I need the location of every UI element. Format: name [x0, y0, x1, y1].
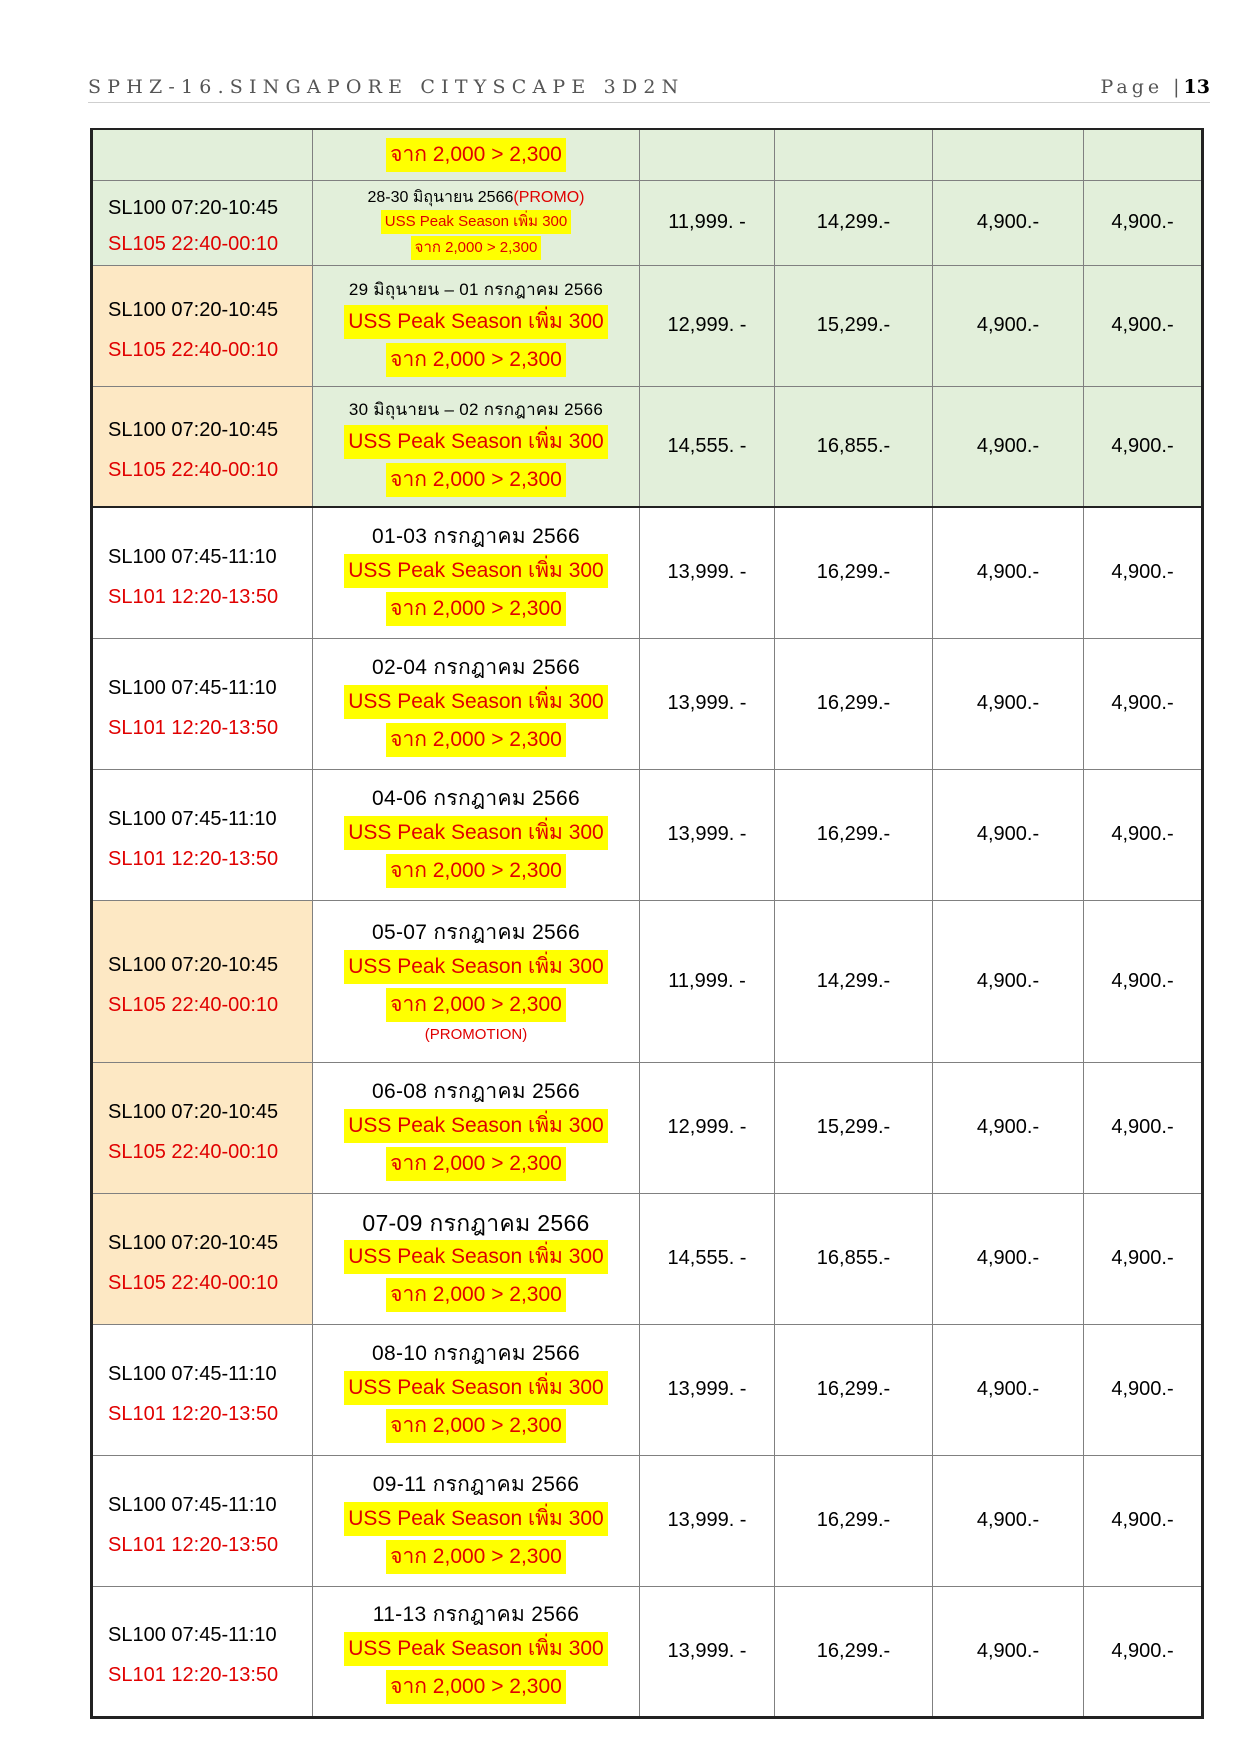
price-change-highlight: จาก 2,000 > 2,300	[386, 1409, 566, 1443]
page-header	[88, 74, 1210, 103]
price-extra: 4,900.-	[1084, 265, 1203, 386]
travel-dates-text: 28-30 มิถุนายน 2566	[367, 188, 514, 206]
travel-dates: 04-06 กรกฎาคม 2566	[372, 786, 580, 810]
price-single: 16,299.-	[775, 1455, 933, 1586]
travel-dates: 02-04 กรกฎาคม 2566	[372, 655, 580, 679]
price-adult: 13,999. -	[640, 769, 775, 900]
outbound-flight: SL100 07:45-11:10	[108, 676, 277, 699]
table-row	[92, 1062, 1203, 1193]
table-row	[92, 1324, 1203, 1455]
peak-season-highlight: USS Peak Season เพิ่ม 300	[344, 1109, 608, 1143]
price-adult: 11,999. -	[640, 900, 775, 1062]
page-label: Page |	[1100, 76, 1184, 98]
travel-dates: 06-08 กรกฎาคม 2566	[372, 1079, 580, 1103]
price-single: 16,299.-	[775, 507, 933, 638]
date-cell	[313, 180, 640, 265]
return-flight: SL105 22:40-00:10	[108, 994, 279, 1016]
table-row	[92, 638, 1203, 769]
outbound-flight: SL100 07:20-10:45	[108, 419, 279, 442]
schedule-table	[90, 128, 1204, 1719]
flight-cell	[92, 1455, 313, 1586]
date-cell	[313, 1193, 640, 1324]
price-single: 16,855.-	[775, 1193, 933, 1324]
price-change-highlight: จาก 2,000 > 2,300	[386, 854, 566, 888]
price-child: 4,900.-	[933, 1455, 1084, 1586]
price-child: 4,900.-	[933, 1324, 1084, 1455]
travel-dates: 09-11 กรกฎาคม 2566	[372, 1472, 580, 1496]
price-child: 4,900.-	[933, 180, 1084, 265]
price-child: 4,900.-	[933, 900, 1084, 1062]
return-flight: SL105 22:40-00:10	[108, 1140, 279, 1163]
travel-dates: 08-10 กรกฎาคม 2566	[372, 1341, 580, 1365]
flight-cell	[92, 386, 313, 507]
date-cell	[313, 1062, 640, 1193]
date-cell	[313, 1455, 640, 1586]
return-flight: SL101 12:20-13:50	[108, 847, 279, 870]
price-cell	[775, 129, 933, 180]
price-single: 16,299.-	[775, 638, 933, 769]
flight-cell	[92, 900, 313, 1062]
price-extra: 4,900.-	[1084, 769, 1203, 900]
table-row	[92, 386, 1203, 507]
price-extra: 4,900.-	[1084, 507, 1203, 638]
peak-season-highlight: USS Peak Season เพิ่ม 300	[344, 1502, 608, 1536]
return-flight: SL101 12:20-13:50	[108, 716, 279, 739]
travel-dates: 05-07 กรกฎาคม 2566	[372, 921, 580, 944]
price-single: 16,299.-	[775, 1324, 933, 1455]
price-adult: 11,999. -	[640, 180, 775, 265]
outbound-flight: SL100 07:20-10:45	[108, 954, 279, 976]
peak-season-highlight: USS Peak Season เพิ่ม 300	[344, 816, 608, 850]
return-flight: SL101 12:20-13:50	[108, 585, 279, 608]
flight-cell	[92, 638, 313, 769]
price-extra: 4,900.-	[1084, 1324, 1203, 1455]
flight-cell	[92, 180, 313, 265]
outbound-flight: SL100 07:45-11:10	[108, 1624, 277, 1646]
price-change-highlight: จาก 2,000 > 2,300	[386, 1147, 566, 1181]
price-single: 14,299.-	[775, 180, 933, 265]
page-number: 13	[1183, 76, 1210, 98]
price-change-highlight: จาก 2,000 > 2,300	[386, 723, 566, 757]
peak-season-highlight: USS Peak Season เพิ่ม 300	[344, 1632, 608, 1666]
price-extra: 4,900.-	[1084, 1455, 1203, 1586]
price-adult: 12,999. -	[640, 1062, 775, 1193]
date-cell	[313, 638, 640, 769]
price-single: 15,299.-	[775, 265, 933, 386]
price-change-highlight: จาก 2,000 > 2,300	[386, 138, 566, 172]
price-single: 14,299.-	[775, 900, 933, 1062]
flight-cell	[92, 507, 313, 638]
price-child: 4,900.-	[933, 386, 1084, 507]
travel-dates	[313, 187, 639, 209]
travel-dates: 29 มิถุนายน – 01 กรกฎาคม 2566	[348, 279, 604, 299]
price-change-highlight: จาก 2,000 > 2,300	[386, 592, 566, 626]
price-extra: 4,900.-	[1084, 1193, 1203, 1324]
price-child: 4,900.-	[933, 265, 1084, 386]
flight-cell	[92, 129, 313, 180]
price-adult: 13,999. -	[640, 1324, 775, 1455]
peak-season-highlight: USS Peak Season เพิ่ม 300	[344, 425, 608, 459]
price-extra: 4,900.-	[1084, 638, 1203, 769]
price-single: 15,299.-	[775, 1062, 933, 1193]
price-change-highlight: จาก 2,000 > 2,300	[386, 1540, 566, 1574]
travel-dates: 11-13 กรกฎาคม 2566	[372, 1603, 580, 1626]
price-cell	[640, 129, 775, 180]
date-cell	[313, 507, 640, 638]
peak-season-highlight: USS Peak Season เพิ่ม 300	[344, 1371, 608, 1405]
travel-dates: 30 มิถุนายน – 02 กรกฎาคม 2566	[348, 400, 604, 420]
table-row	[92, 129, 1203, 180]
outbound-flight: SL100 07:45-11:10	[108, 1362, 277, 1385]
price-extra: 4,900.-	[1084, 900, 1203, 1062]
price-single: 16,299.-	[775, 769, 933, 900]
price-change-highlight: จาก 2,000 > 2,300	[386, 343, 566, 377]
page-indicator	[1100, 76, 1210, 98]
price-single: 16,855.-	[775, 386, 933, 507]
price-child: 4,900.-	[933, 1062, 1084, 1193]
promo-tag: (PROMO)	[513, 188, 585, 206]
return-flight: SL105 22:40-00:10	[108, 338, 279, 361]
price-change-highlight: จาก 2,000 > 2,300	[411, 236, 542, 260]
price-child: 4,900.-	[933, 1193, 1084, 1324]
price-adult: 14,555. -	[640, 1193, 775, 1324]
peak-season-highlight: USS Peak Season เพิ่ม 300	[344, 685, 608, 719]
flight-cell	[92, 769, 313, 900]
price-child: 4,900.-	[933, 769, 1084, 900]
promotion-note: (PROMOTION)	[424, 1026, 528, 1043]
outbound-flight: SL100 07:20-10:45	[108, 298, 279, 321]
flight-cell	[92, 265, 313, 386]
price-adult: 13,999. -	[640, 507, 775, 638]
outbound-flight: SL100 07:20-10:45	[108, 1231, 279, 1254]
travel-dates: 07-09 กรกฎาคม 2566	[362, 1209, 590, 1236]
travel-dates: 01-03 กรกฎาคม 2566	[372, 524, 580, 548]
date-cell	[313, 1586, 640, 1717]
table-row	[92, 507, 1203, 638]
price-single: 16,299.-	[775, 1586, 933, 1717]
outbound-flight: SL100 07:45-11:10	[108, 545, 277, 568]
price-change-highlight: จาก 2,000 > 2,300	[386, 1278, 566, 1312]
price-extra: 4,900.-	[1084, 386, 1203, 507]
table-row	[92, 1193, 1203, 1324]
date-cell	[313, 129, 640, 180]
date-cell	[313, 769, 640, 900]
flight-cell	[92, 1324, 313, 1455]
flight-cell	[92, 1062, 313, 1193]
price-change-highlight: จาก 2,000 > 2,300	[386, 988, 566, 1022]
date-cell	[313, 900, 640, 1062]
document-title: SPHZ-16.SINGAPORE CITYSCAPE 3D2N	[88, 76, 685, 98]
price-child: 4,900.-	[933, 507, 1084, 638]
table-row	[92, 180, 1203, 265]
price-adult: 13,999. -	[640, 1586, 775, 1717]
outbound-flight: SL100 07:45-11:10	[108, 1493, 277, 1516]
date-cell	[313, 386, 640, 507]
flight-cell	[92, 1193, 313, 1324]
price-adult: 12,999. -	[640, 265, 775, 386]
return-flight: SL105 22:40-00:10	[108, 459, 279, 482]
price-child: 4,900.-	[933, 1586, 1084, 1717]
table-row	[92, 769, 1203, 900]
table-row	[92, 265, 1203, 386]
peak-season-highlight: USS Peak Season เพิ่ม 300	[344, 305, 608, 339]
price-child: 4,900.-	[933, 638, 1084, 769]
price-extra: 4,900.-	[1084, 1062, 1203, 1193]
price-change-highlight: จาก 2,000 > 2,300	[386, 1670, 566, 1704]
date-cell	[313, 265, 640, 386]
table-row	[92, 1586, 1203, 1717]
return-flight: SL105 22:40-00:10	[108, 232, 279, 255]
peak-season-highlight: USS Peak Season เพิ่ม 300	[344, 1240, 608, 1274]
peak-season-highlight: USS Peak Season เพิ่ม 300	[381, 210, 572, 234]
outbound-flight: SL100 07:45-11:10	[108, 807, 277, 830]
price-cell	[1084, 129, 1203, 180]
peak-season-highlight: USS Peak Season เพิ่ม 300	[344, 950, 608, 984]
return-flight: SL101 12:20-13:50	[108, 1664, 279, 1686]
price-change-highlight: จาก 2,000 > 2,300	[386, 463, 566, 497]
outbound-flight: SL100 07:20-10:45	[108, 1100, 279, 1123]
flight-cell	[92, 1586, 313, 1717]
return-flight: SL101 12:20-13:50	[108, 1402, 279, 1425]
table-row	[92, 900, 1203, 1062]
table-row	[92, 1455, 1203, 1586]
date-cell	[313, 1324, 640, 1455]
price-adult: 14,555. -	[640, 386, 775, 507]
price-adult: 13,999. -	[640, 1455, 775, 1586]
outbound-flight: SL100 07:20-10:45	[108, 196, 279, 219]
price-extra: 4,900.-	[1084, 1586, 1203, 1717]
return-flight: SL101 12:20-13:50	[108, 1533, 279, 1556]
return-flight: SL105 22:40-00:10	[108, 1271, 279, 1294]
price-extra: 4,900.-	[1084, 180, 1203, 265]
price-cell	[933, 129, 1084, 180]
price-adult: 13,999. -	[640, 638, 775, 769]
peak-season-highlight: USS Peak Season เพิ่ม 300	[344, 554, 608, 588]
